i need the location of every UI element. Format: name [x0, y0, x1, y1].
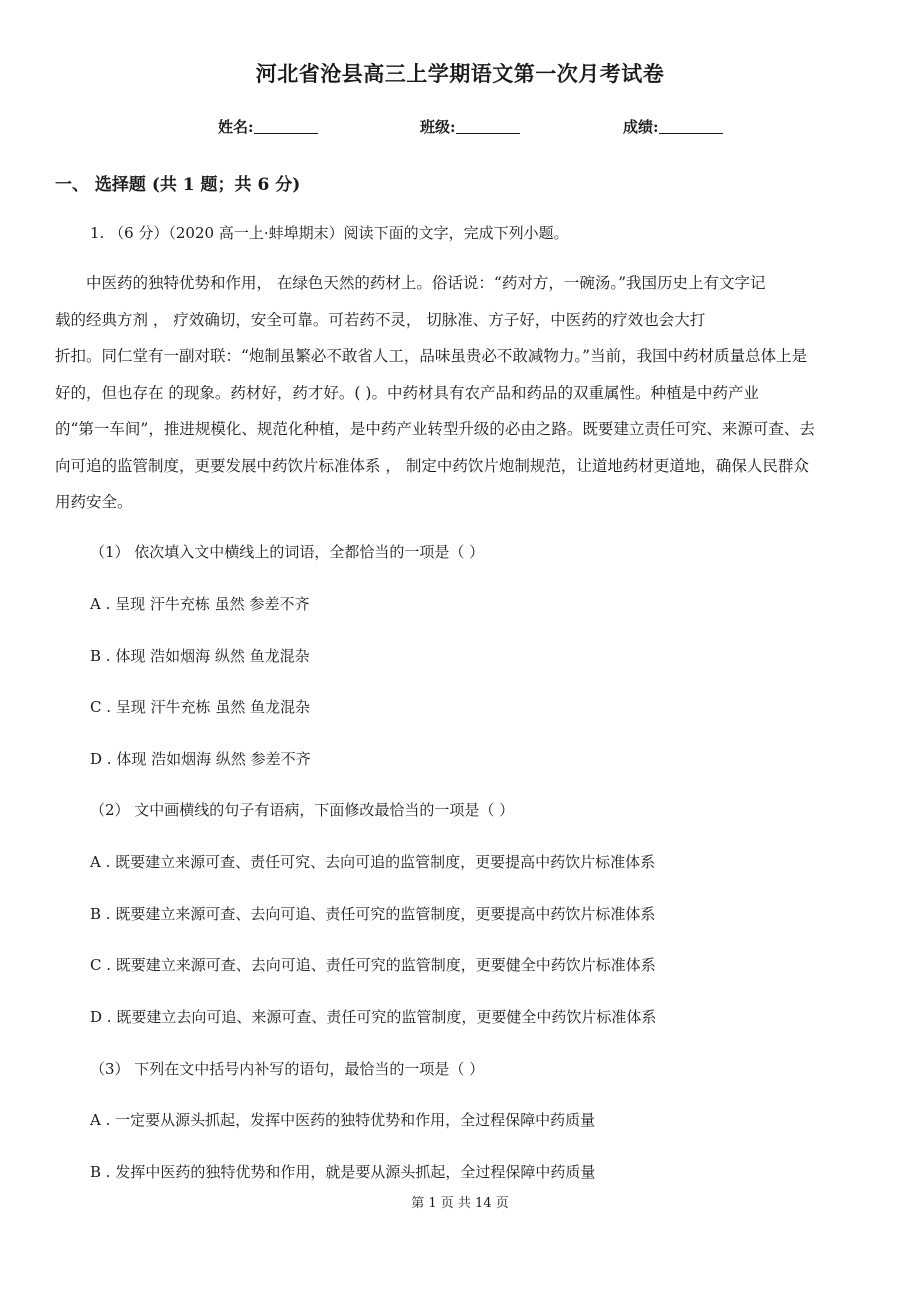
subquestion-1-prompt: （1） 依次填入文中横线上的词语，全都恰当的一项是（ ） [90, 543, 485, 561]
option-3a[interactable]: A . 一定要从源头抓起，发挥中医药的独特优势和作用，全过程保障中药质量 [90, 1111, 596, 1129]
score-field[interactable] [623, 116, 723, 137]
passage-line: 好的，但也存在 的现象。药材好，药才好。( )。中药材具有农产品和药品的双重属性。种植是中药产业 [55, 383, 759, 402]
subquestion-2-prompt: （2） 文中画横线的句子有语病，下面修改最恰当的一项是（ ） [90, 801, 515, 819]
option-2a[interactable]: A . 既要建立来源可查、责任可究、去向可追的监管制度，更要提高中药饮片标准体系 [90, 853, 656, 871]
option-1a[interactable]: A . 呈现 汗牛充栋 虽然 参差不齐 [90, 595, 310, 613]
subquestion-3-prompt: （3） 下列在文中括号内补写的语句，最恰当的一项是（ ） [90, 1060, 485, 1078]
class-field[interactable] [420, 116, 520, 137]
option-1c[interactable]: C . 呈现 汗牛充栋 虽然 鱼龙混杂 [90, 698, 311, 716]
passage-line: 向可追的监管制度，更要发展中药饮片标准体系 ， 制定中药饮片炮制规范，让道地药材更道地，确保人民群众 [55, 456, 809, 475]
class-label: 班级: [420, 118, 456, 136]
score-blank[interactable] [659, 118, 723, 134]
passage-line: 折扣。同仁堂有一副对联：“炮制虽繁必不敢省人工，品味虽贵必不敢减物力。”当前，我国中药材质量总体上是 [55, 347, 808, 365]
section-heading: 一、 选择题 (共 1 题；共 6 分) [55, 175, 301, 195]
option-1b[interactable]: B . 体现 浩如烟海 纵然 鱼龙混杂 [90, 647, 310, 665]
page-title: 河北省沧县高三上学期语文第一次月考试卷 [255, 61, 665, 86]
passage-line: 用药安全。 [55, 493, 133, 511]
option-1d[interactable]: D . 体现 浩如烟海 纵然 参差不齐 [90, 750, 311, 768]
class-blank[interactable] [456, 118, 520, 134]
passage-line: 的“第一车间”，推进规模化、规范化种植，是中药产业转型升级的必由之路。既要建立责任可究、来源可查、去 [55, 420, 815, 438]
option-3b[interactable]: B . 发挥中医药的独特优势和作用，就是要从源头抓起，全过程保障中药质量 [90, 1163, 596, 1181]
option-2d[interactable]: D . 既要建立去向可追、来源可查、责任可究的监管制度，更要健全中药饮片标准体系 [90, 1008, 657, 1026]
reading-passage [55, 265, 867, 521]
option-2b[interactable]: B . 既要建立来源可查、去向可追、责任可究的监管制度，更要提高中药饮片标准体系 [90, 905, 656, 923]
passage-line: 载的经典方剂 ， 疗效确切，安全可靠。可若药不灵， 切脉准、方子好，中医药的疗效也会大打 [55, 310, 706, 329]
page-footer: 第 1 页 共 14 页 [411, 1196, 509, 1211]
name-blank[interactable] [254, 118, 318, 134]
name-field[interactable] [218, 116, 318, 137]
passage-line: 中医药的独特优势和作用， 在绿色天然的药材上。俗话说：“药对方，一碗汤。”我国历史上有文字记 [86, 274, 766, 292]
name-label: 姓名: [218, 118, 254, 136]
option-2c[interactable]: C . 既要建立来源可查、去向可追、责任可究的监管制度，更要健全中药饮片标准体系 [90, 956, 656, 974]
score-label: 成绩: [623, 118, 659, 136]
question-stem: 1. （6 分）（2020 高一上·蚌埠期末）阅读下面的文字，完成下列小题。 [90, 224, 569, 242]
